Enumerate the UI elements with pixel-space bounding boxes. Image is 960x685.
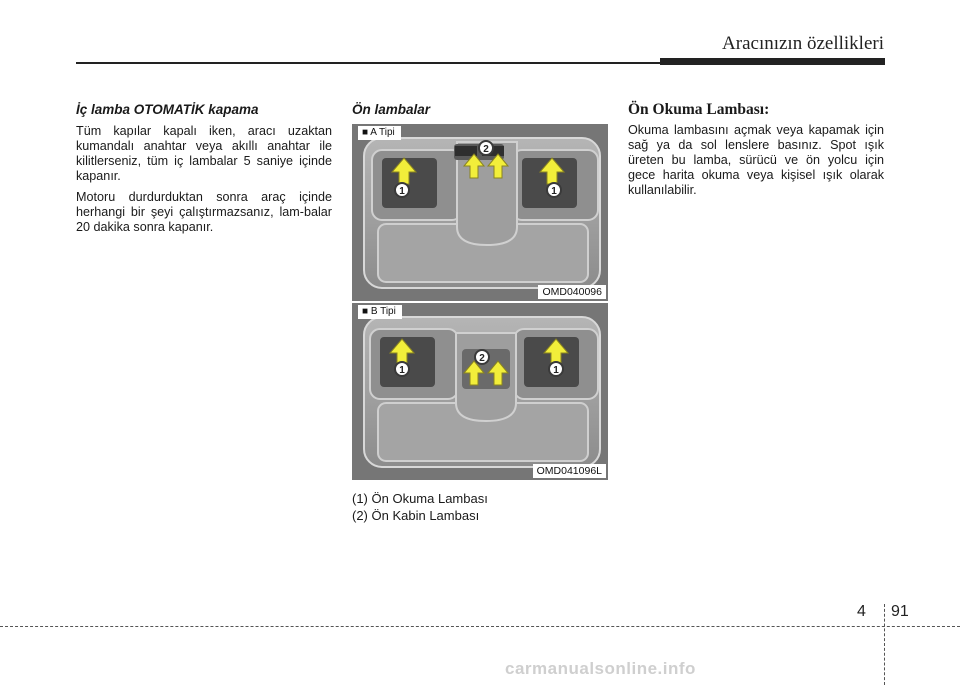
callout-1-right: 1: [551, 186, 557, 197]
header-rule-bar: [660, 58, 885, 65]
header-title: Aracınızın özellikleri: [722, 33, 884, 54]
legend-item-reading-lamp: (1) Ön Okuma Lambası: [352, 491, 488, 506]
callout-1-right: 1: [553, 365, 559, 376]
figure-type-b: [352, 303, 608, 480]
section-heading-auto-off: İç lamba OTOMATİK kapama: [76, 102, 259, 117]
chapter-number: 4: [857, 603, 866, 620]
figure-type-a: [352, 124, 608, 301]
figure-code-a: OMD040096: [538, 285, 606, 299]
paragraph-auto-off-2: Motoru durdurduktan sonra araç içinde herhangi bir şeyi çalıştırmazsanız, lam-balar 20 dakika sonra kapanır.: [76, 190, 332, 234]
callout-1-left: 1: [399, 186, 405, 197]
callout-1-left: 1: [399, 365, 405, 376]
section-heading-reading-lamp: Ön Okuma Lambası:: [628, 101, 770, 118]
watermark: carmanualsonline.info: [505, 659, 696, 678]
overhead-console-a-illustration: [352, 124, 608, 301]
figure-code-b: OMD041096L: [533, 464, 606, 478]
paragraph-auto-off-1: Tüm kapılar kapalı iken, aracı uzaktan kumandalı anahtar veya akıllı anahtar ile kilitlerseniz, tüm iç lambalar 5 saniye içinde kapanır.: [76, 124, 332, 183]
footer-rule: [0, 626, 960, 627]
callout-2-center: 2: [479, 353, 485, 364]
header-rule: [76, 62, 666, 64]
footer-divider: [884, 604, 885, 685]
figure-label-a: ■ A Tipi: [358, 126, 401, 140]
page-number: 91: [891, 603, 909, 620]
section-heading-front-lamps: Ön lambalar: [352, 102, 431, 117]
figure-label-b: ■ B Tipi: [358, 305, 402, 319]
column-auto-off: [76, 102, 332, 241]
legend-item-cabin-lamp: (2) Ön Kabin Lambası: [352, 508, 480, 523]
figure-legend: [352, 490, 488, 524]
overhead-console-b-illustration: [352, 303, 608, 480]
column-reading-lamp: [628, 102, 884, 204]
paragraph-reading-lamp: Okuma lambasını açmak veya kapamak için sağ ya da sol lenslere basınız. Spot ışık üreten bu lamba, sürücü ve ön yolcu için gece harita okuma veya kişisel ışık olarak kullanılabilir.: [628, 123, 884, 197]
callout-2-center: 2: [483, 144, 489, 155]
